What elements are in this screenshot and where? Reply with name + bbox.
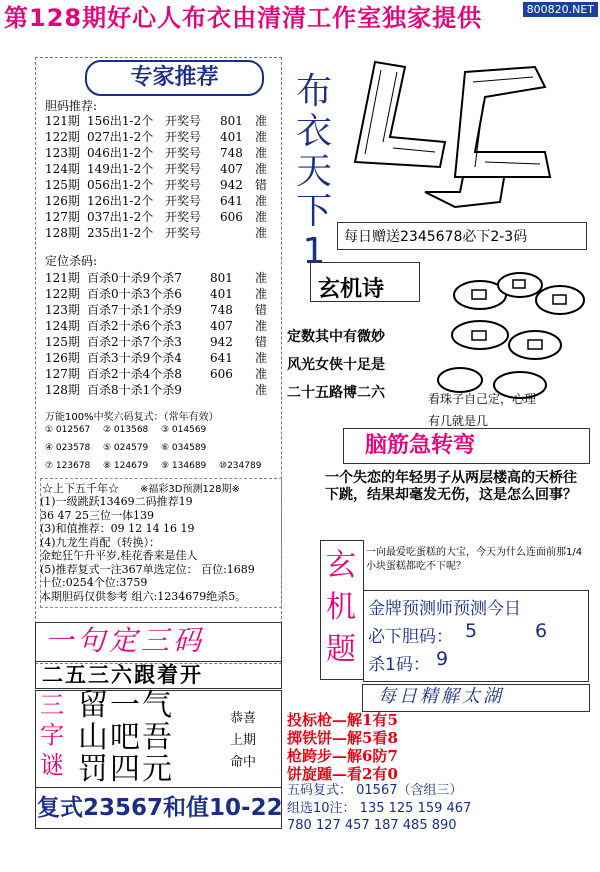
xuanji-char: 题 bbox=[326, 632, 356, 667]
dingwei-pick: 百杀2十杀7个杀3 bbox=[87, 335, 182, 349]
forecast-lines bbox=[40, 495, 290, 603]
danma-number: 401 bbox=[220, 130, 243, 144]
danma-row bbox=[45, 193, 280, 209]
xuanji-char: 机 bbox=[326, 590, 356, 625]
danma-result: 准 bbox=[255, 226, 268, 240]
fushi-title: 万能100%中奖六码复式：（常年有效） bbox=[45, 412, 219, 423]
dingwei-number: 606 bbox=[210, 367, 233, 381]
danma-pick: 046出1-2个 bbox=[87, 146, 154, 160]
dingwei-result: 错 bbox=[255, 335, 268, 349]
danma-number: 606 bbox=[220, 210, 243, 224]
dingwei-number: 801 bbox=[210, 271, 233, 285]
poem-note-line: 看珠子自己定，心理 bbox=[428, 392, 537, 406]
forecast-line: (4)九龙生肖配（转换）： bbox=[40, 535, 161, 549]
danma-row bbox=[45, 145, 280, 161]
forecast-line: 十位:0254个位:3759 bbox=[40, 576, 148, 589]
taihu-line: 饼旋踵—看2有0 bbox=[287, 765, 398, 783]
dingwei-row bbox=[45, 334, 280, 350]
poem-line: 二十五路博二六 bbox=[287, 385, 385, 401]
xuanji-char: 玄 bbox=[326, 548, 356, 583]
forecast-line: 36 47 25三位一体139 bbox=[40, 508, 154, 522]
poem-note-line: 有几就是几 bbox=[428, 414, 489, 428]
danma-period: 128期 bbox=[45, 226, 80, 240]
dingwei-period: 125期 bbox=[45, 335, 80, 349]
page-title: 第128期好心人布衣由清清工作室独家提供 bbox=[4, 4, 483, 32]
taihu-line: 掷铁饼—解5看8 bbox=[287, 729, 398, 747]
danma-result: 准 bbox=[255, 146, 268, 160]
riddle-line: 山吧吾 bbox=[78, 720, 174, 755]
danma-pick: 056出1-2个 bbox=[87, 178, 154, 192]
dingwei-number: 641 bbox=[210, 351, 233, 365]
bidan-value-b: 6 bbox=[535, 620, 548, 642]
dingwei-row bbox=[45, 350, 280, 366]
forecast-header-right: ※福彩3D预测128期※ bbox=[140, 484, 240, 495]
dingwei-pick: 百杀0十杀9个杀7 bbox=[87, 271, 182, 285]
danma-word: 开奖号 bbox=[165, 146, 202, 160]
xuanji-question: 一向最爱吃蛋糕的大宝，今天为什么连面前那1/4小块蛋糕都吃不下呢？ bbox=[366, 547, 583, 572]
danma-row bbox=[45, 209, 280, 225]
forecast-line: 金蛇狂午升平岁,桂花香来是佳人 bbox=[40, 549, 198, 562]
dingwei-period: 127期 bbox=[45, 367, 80, 381]
poem-line: 风光女侠十足是 bbox=[287, 357, 385, 373]
danma-number: 641 bbox=[220, 194, 243, 208]
dingwei-label: 定位杀码: bbox=[45, 254, 98, 268]
danma-word: 开奖号 bbox=[165, 210, 202, 224]
fushi-item: ⑨ 134689 bbox=[161, 461, 207, 471]
danma-pick: 149出1-2个 bbox=[87, 162, 154, 176]
buyi-char: 衣 bbox=[295, 111, 332, 152]
congrats-line: 上期 bbox=[230, 733, 257, 748]
coins-drawing bbox=[420, 255, 595, 405]
taihu-title: 每日精解太湖 bbox=[378, 686, 504, 707]
dingwei-row bbox=[45, 318, 280, 334]
forecast-line: (5)推荐复式一注367单选定位： 百位:1689 bbox=[40, 562, 255, 576]
dingwei-pick: 百杀0十杀3个杀6 bbox=[87, 287, 182, 301]
danma-pick: 037出1-2个 bbox=[87, 210, 154, 224]
fushi-row bbox=[45, 443, 280, 461]
danma-result: 准 bbox=[255, 194, 268, 208]
taihu-line: 枪跨步—解6防7 bbox=[287, 747, 398, 765]
watermark-badge: 800820.NET bbox=[523, 2, 598, 17]
danma-table bbox=[45, 113, 280, 241]
congrats-text bbox=[230, 708, 256, 774]
three-codes-line: 二五三六跟着开 bbox=[42, 663, 203, 687]
sha-value: 9 bbox=[436, 648, 449, 670]
dingwei-result: 准 bbox=[255, 367, 268, 381]
riddle-text bbox=[78, 690, 218, 786]
forecast-line: (3)和值推荐：09 12 14 16 19 bbox=[40, 522, 195, 535]
fushi-row bbox=[45, 425, 280, 443]
danma-word: 开奖号 bbox=[165, 226, 202, 240]
dingwei-row bbox=[45, 382, 280, 398]
dingwei-period: 124期 bbox=[45, 319, 80, 333]
danma-period: 126期 bbox=[45, 194, 80, 208]
gold-title: 金牌预测师预测今日 bbox=[368, 599, 521, 619]
dingwei-number: 407 bbox=[210, 319, 233, 333]
danma-period: 127期 bbox=[45, 210, 80, 224]
dingwei-result: 错 bbox=[255, 303, 268, 317]
danma-pick: 027出1-2个 bbox=[87, 130, 154, 144]
fushi-row bbox=[45, 461, 280, 479]
wuma-fushi: 五码复式： 01567（含组三） bbox=[287, 783, 463, 798]
hand-sketch-drawing bbox=[335, 42, 590, 222]
forecast-line: (1)一级跳跃13469二码推荐19 bbox=[40, 495, 193, 508]
dingwei-result: 准 bbox=[255, 351, 268, 365]
danma-word: 开奖号 bbox=[165, 114, 202, 128]
fushi-list bbox=[45, 425, 280, 479]
danma-period: 124期 bbox=[45, 162, 80, 176]
danma-row bbox=[45, 113, 280, 129]
riddle-line: 罚四元 bbox=[78, 752, 174, 787]
danma-word: 开奖号 bbox=[165, 130, 202, 144]
dingwei-period: 123期 bbox=[45, 303, 80, 317]
dingwei-pick: 百杀8十杀1个杀9 bbox=[87, 383, 182, 397]
dingwei-result: 准 bbox=[255, 287, 268, 301]
danma-row bbox=[45, 225, 280, 241]
dingwei-row bbox=[45, 286, 280, 302]
danma-period: 123期 bbox=[45, 146, 80, 160]
dingwei-pick: 百杀2十杀6个杀3 bbox=[87, 319, 182, 333]
danma-period: 125期 bbox=[45, 178, 80, 192]
bidan-value-a: 5 bbox=[465, 620, 478, 642]
danma-pick: 156出1-2个 bbox=[87, 114, 154, 128]
danma-period: 122期 bbox=[45, 130, 80, 144]
taihu-lines bbox=[287, 711, 398, 783]
dingwei-row bbox=[45, 302, 280, 318]
zuxuan-lines bbox=[287, 800, 471, 834]
danma-row bbox=[45, 129, 280, 145]
dingwei-number: 401 bbox=[210, 287, 233, 301]
fushi-item: ④ 023578 bbox=[45, 443, 91, 453]
zuxuan-line: 组选10注： 135 125 159 467 bbox=[287, 801, 472, 816]
buyi-char: 1 bbox=[302, 231, 326, 272]
congrats-line: 命中 bbox=[230, 755, 257, 770]
riddle-side-char: 谜 bbox=[40, 751, 64, 779]
fushi-item: ② 013568 bbox=[103, 425, 149, 435]
danma-pick: 126出1-2个 bbox=[87, 194, 154, 208]
dingwei-row bbox=[45, 270, 280, 286]
bidan-label: 必下胆码： bbox=[368, 627, 453, 647]
dingwei-pick: 百杀3十杀9个杀4 bbox=[87, 351, 182, 365]
taihu-line: 投标枪—解1有5 bbox=[287, 711, 398, 729]
fushi-item: ⑥ 034589 bbox=[161, 443, 207, 453]
dingwei-table bbox=[45, 270, 280, 398]
riddle-side-char: 三 bbox=[40, 691, 64, 719]
danma-row bbox=[45, 161, 280, 177]
sha-label: 杀1码： bbox=[368, 655, 430, 675]
dingwei-result: 准 bbox=[255, 383, 268, 397]
gift-banner: 每日赠送2345678必下2-3码 bbox=[337, 222, 587, 250]
forecast-line: 本期胆码仅供参考 组六:1234679绝杀5。 bbox=[40, 589, 247, 603]
dingwei-period: 122期 bbox=[45, 287, 80, 301]
danma-result: 错 bbox=[255, 178, 268, 192]
dingwei-result: 准 bbox=[255, 271, 268, 285]
xuanji-vertical bbox=[320, 545, 362, 671]
danma-period: 121期 bbox=[45, 114, 80, 128]
riddle-line: 留一气 bbox=[78, 688, 174, 723]
fushi-item: ⑩234789 bbox=[219, 461, 262, 471]
buyi-char: 下 bbox=[295, 191, 332, 232]
fushi-item: ⑤ 024579 bbox=[103, 443, 149, 453]
tongue-title: 脑筋急转弯 bbox=[365, 433, 476, 458]
buyi-char: 布 bbox=[295, 71, 332, 112]
dingwei-number: 748 bbox=[210, 303, 233, 317]
tongue-question: 一个失恋的年轻男子从两层楼高的天桥往下跳，结果却毫发无伤，这是怎么回事？ bbox=[325, 470, 577, 503]
poem-line: 定数其中有微妙 bbox=[287, 329, 385, 345]
danma-pick: 235出1-2个 bbox=[87, 226, 154, 240]
danma-result: 准 bbox=[255, 210, 268, 224]
danma-result: 准 bbox=[255, 130, 268, 144]
buyi-vertical bbox=[292, 72, 336, 272]
danma-word: 开奖号 bbox=[165, 178, 202, 192]
fushi-item: ① 012567 bbox=[45, 425, 91, 435]
dingwei-period: 121期 bbox=[45, 271, 80, 285]
congrats-line: 恭喜 bbox=[230, 711, 257, 726]
dingwei-result: 准 bbox=[255, 319, 268, 333]
danma-result: 准 bbox=[255, 114, 268, 128]
dingwei-row bbox=[45, 366, 280, 382]
danma-number: 407 bbox=[220, 162, 243, 176]
poem-title: 玄机诗 bbox=[318, 277, 385, 302]
danma-word: 开奖号 bbox=[165, 194, 202, 208]
danma-label: 胆码推荐: bbox=[45, 99, 98, 113]
three-codes-heading: 一句定三码 bbox=[45, 624, 206, 657]
dingwei-period: 126期 bbox=[45, 351, 80, 365]
poem-note bbox=[428, 388, 536, 432]
dingwei-period: 128期 bbox=[45, 383, 80, 397]
riddle-side-label bbox=[38, 690, 66, 780]
dingwei-number: 942 bbox=[210, 335, 233, 349]
riddle-side-char: 字 bbox=[40, 721, 64, 749]
fushi-item: ③ 014569 bbox=[161, 425, 207, 435]
dingwei-pick: 百杀2十杀4个杀8 bbox=[87, 367, 182, 381]
danma-word: 开奖号 bbox=[165, 162, 202, 176]
buyi-char: 天 bbox=[295, 151, 332, 192]
fushi-item: ⑧ 124679 bbox=[103, 461, 149, 471]
zuxuan-line: 780 127 457 187 485 890 bbox=[287, 818, 457, 833]
dingwei-pick: 百杀7十杀1个杀9 bbox=[87, 303, 182, 317]
fushi-sum: 复式23567和值10-22 bbox=[37, 795, 283, 821]
danma-number: 942 bbox=[220, 178, 243, 192]
danma-row bbox=[45, 177, 280, 193]
expert-heading: 专家推荐 bbox=[85, 60, 264, 96]
danma-number: 748 bbox=[220, 146, 243, 160]
forecast-header-left: ☆上下五千年☆ bbox=[42, 482, 119, 495]
danma-result: 准 bbox=[255, 162, 268, 176]
danma-number: 801 bbox=[220, 114, 243, 128]
fushi-item: ⑦ 123678 bbox=[45, 461, 91, 471]
